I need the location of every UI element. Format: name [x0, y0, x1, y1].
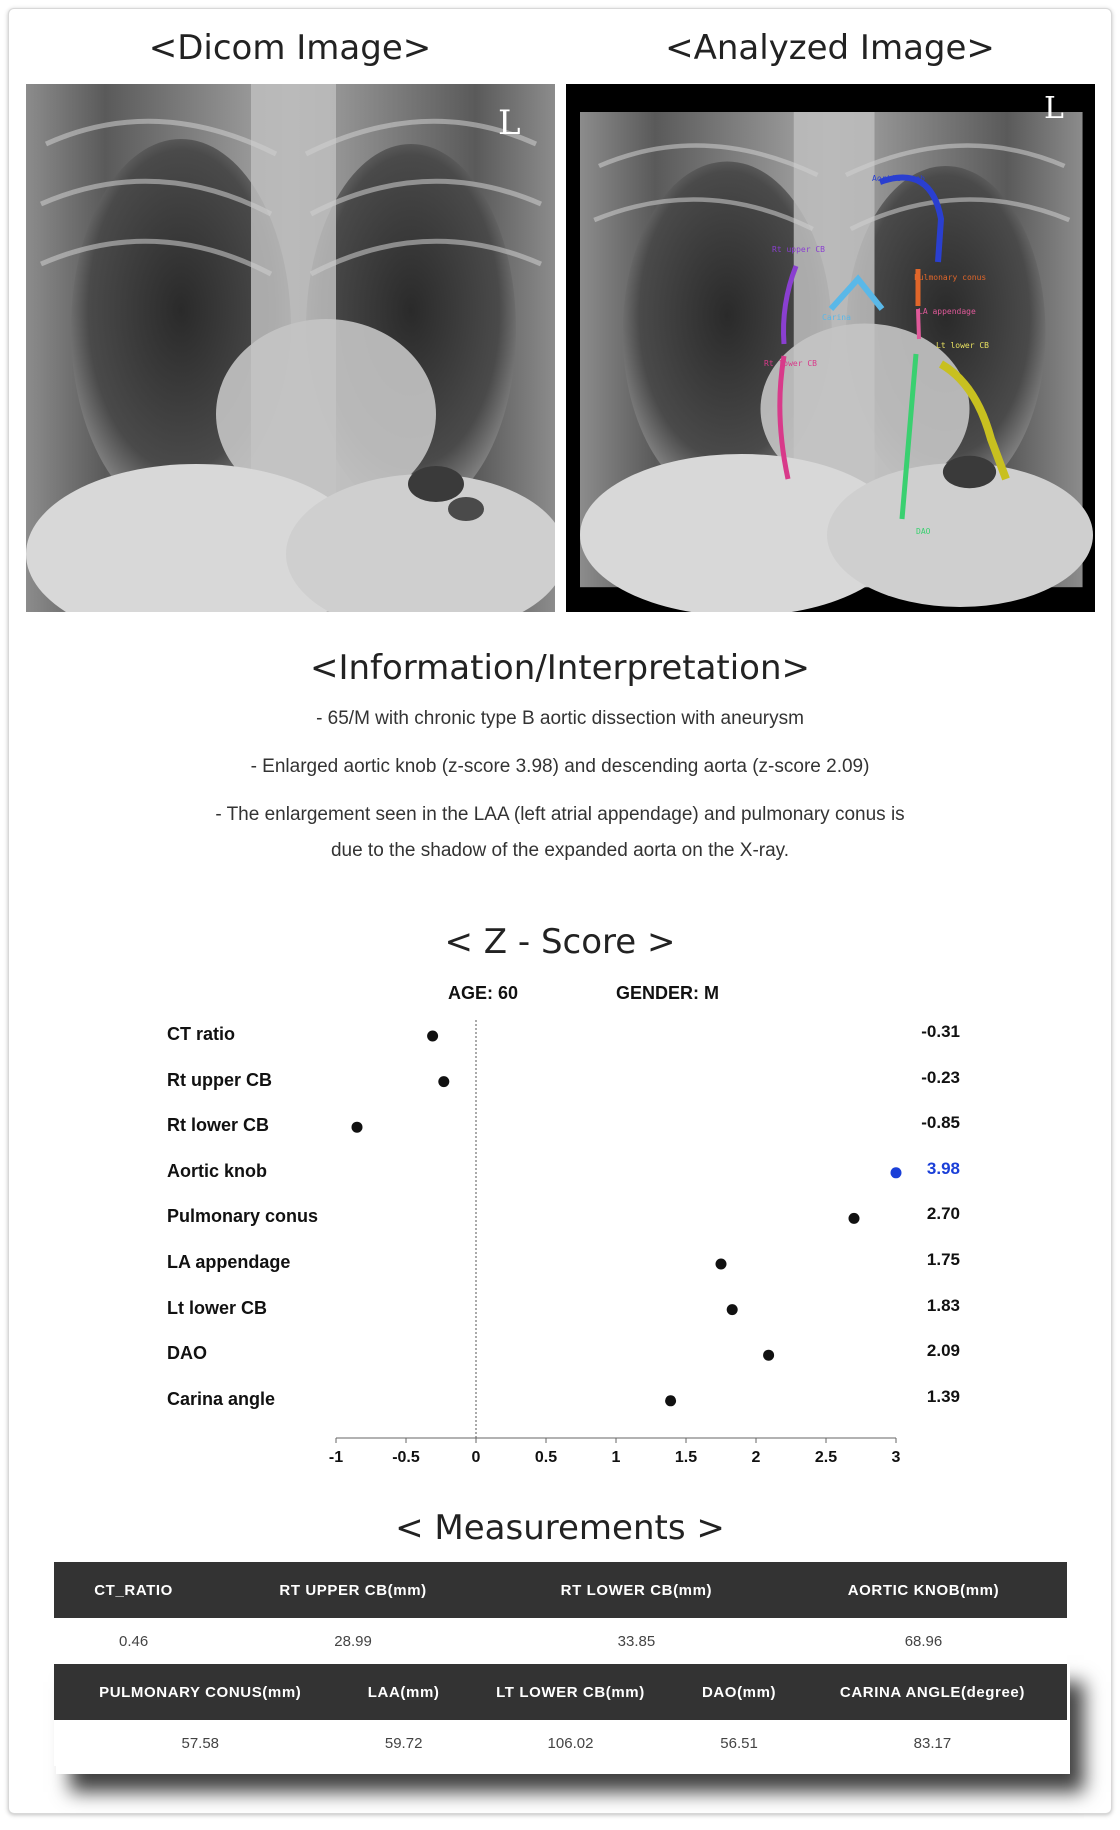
zscore-point	[438, 1076, 449, 1087]
x-tick-label: 1	[611, 1449, 621, 1466]
overlay-label-la-appendage: LA appendage	[918, 307, 976, 316]
overlay-label-lt-lower-cb: Lt lower CB	[936, 341, 989, 350]
header-laa: LAA(mm)	[347, 1664, 461, 1720]
value-lt-lower-cb: 106.02	[461, 1720, 680, 1766]
info-line-4: due to the shadow of the expanded aorta on the X-ray.	[330, 840, 790, 861]
gender-label: GENDER: M	[616, 983, 719, 1003]
zscore-point	[891, 1167, 902, 1178]
value-pulmonary-conus: 57.58	[54, 1720, 347, 1766]
zscore-label: CT ratio	[167, 1024, 236, 1044]
zscore-label: Aortic knob	[167, 1160, 268, 1181]
measurements-title: < Measurements >	[395, 1508, 725, 1548]
age-label: AGE: 60	[448, 983, 519, 1003]
value-ct-ratio: 0.46	[54, 1618, 213, 1664]
zscore-label: Carina angle	[167, 1388, 276, 1409]
zscore-point	[427, 1031, 438, 1042]
overlay-label-dao: DAO	[916, 527, 931, 536]
zscore-point	[352, 1122, 363, 1133]
value-rt-upper-cb: 28.99	[213, 1618, 493, 1664]
value-laa: 59.72	[347, 1720, 461, 1766]
overlay-label-carina: Carina	[822, 313, 851, 322]
x-tick-label: 2.5	[814, 1449, 838, 1466]
value-carina-angle: 83.17	[798, 1720, 1067, 1766]
info-line-2: - Enlarged aortic knob (z-score 3.98) and descending aorta (z-score 2.09)	[250, 756, 870, 777]
zscore-label: Pulmonary conus	[167, 1206, 319, 1227]
header-rt-lower-cb: RT LOWER CB(mm)	[493, 1562, 780, 1618]
zscore-value: 1.39	[926, 1386, 960, 1406]
zscore-point	[665, 1395, 676, 1406]
x-tick-label: -1	[328, 1449, 344, 1466]
zscore-point	[849, 1213, 860, 1224]
zscore-title: < Z - Score >	[444, 922, 676, 962]
info-title: <Information/Interpretation>	[309, 648, 811, 688]
value-aortic-knob: 68.96	[780, 1618, 1067, 1664]
zscore-value: -0.23	[921, 1067, 960, 1087]
header-pulmonary-conus: PULMONARY CONUS(mm)	[54, 1664, 347, 1720]
overlay-label-rt-upper-cb: Rt upper CB	[772, 245, 825, 254]
dicom-image-title: <Dicom Image>	[148, 28, 432, 68]
value-rt-lower-cb: 33.85	[493, 1618, 780, 1664]
header-aortic-knob: AORTIC KNOB(mm)	[780, 1562, 1067, 1618]
zscore-label: Rt lower CB	[167, 1115, 270, 1136]
x-tick-label: 1.5	[674, 1449, 698, 1466]
zscore-label: Rt upper CB	[167, 1069, 272, 1090]
zscore-point	[727, 1304, 738, 1315]
zscore-value: 1.83	[926, 1295, 960, 1315]
dicom-image[interactable]	[26, 84, 555, 612]
zscore-point	[716, 1259, 727, 1270]
zscore-value: -0.85	[921, 1113, 960, 1133]
overlay-label-pulmonary-conus: Pulmonary conus	[914, 273, 987, 282]
header-carina-angle: CARINA ANGLE(degree)	[798, 1664, 1067, 1720]
x-tick-label: 3	[891, 1449, 901, 1466]
zscore-point	[763, 1350, 774, 1361]
info-line-3: - The enlargement seen in the LAA (left atrial appendage) and pulmonary conus is	[215, 804, 905, 825]
zscore-chart	[0, 1000, 1120, 1500]
analyzed-image[interactable]	[566, 84, 1095, 612]
zscore-label: DAO	[167, 1343, 207, 1364]
zscore-label: Lt lower CB	[167, 1297, 268, 1318]
overlay-label-aortic-knob: Aortic knob	[872, 174, 925, 183]
zscore-value: -0.31	[921, 1022, 960, 1041]
header-lt-lower-cb: LT LOWER CB(mm)	[461, 1664, 680, 1720]
analyzed-xray-graphic	[566, 84, 1095, 612]
zscore-label: LA appendage	[167, 1252, 291, 1272]
zscore-value: 3.98	[926, 1158, 960, 1178]
analyzed-image-title: <Analyzed Image>	[665, 28, 995, 68]
zscore-value: 2.09	[926, 1341, 960, 1361]
info-line-1: - 65/M with chronic type B aortic dissection with aneurysm	[316, 708, 804, 729]
overlay-label-rt-lower-cb: Rt lower CB	[764, 359, 817, 368]
measurements-table-1	[54, 1562, 1067, 1664]
header-ct-ratio: CT_RATIO	[54, 1562, 213, 1618]
zscore-value: 2.70	[926, 1204, 960, 1224]
side-marker-analyzed: L	[1044, 91, 1064, 126]
header-dao: DAO(mm)	[680, 1664, 798, 1720]
x-tick-label: 0	[471, 1449, 481, 1466]
x-tick-label: 0.5	[534, 1449, 558, 1466]
x-tick-label: 2	[751, 1449, 761, 1466]
zscore-value: 1.75	[926, 1250, 960, 1269]
value-dao: 56.51	[680, 1720, 798, 1766]
dicom-xray-graphic	[26, 84, 555, 612]
side-marker-dicom: L	[498, 103, 521, 143]
header-rt-upper-cb: RT UPPER CB(mm)	[213, 1562, 493, 1618]
x-tick-label: -0.5	[392, 1449, 420, 1466]
measurements-table-2	[54, 1664, 1067, 1766]
